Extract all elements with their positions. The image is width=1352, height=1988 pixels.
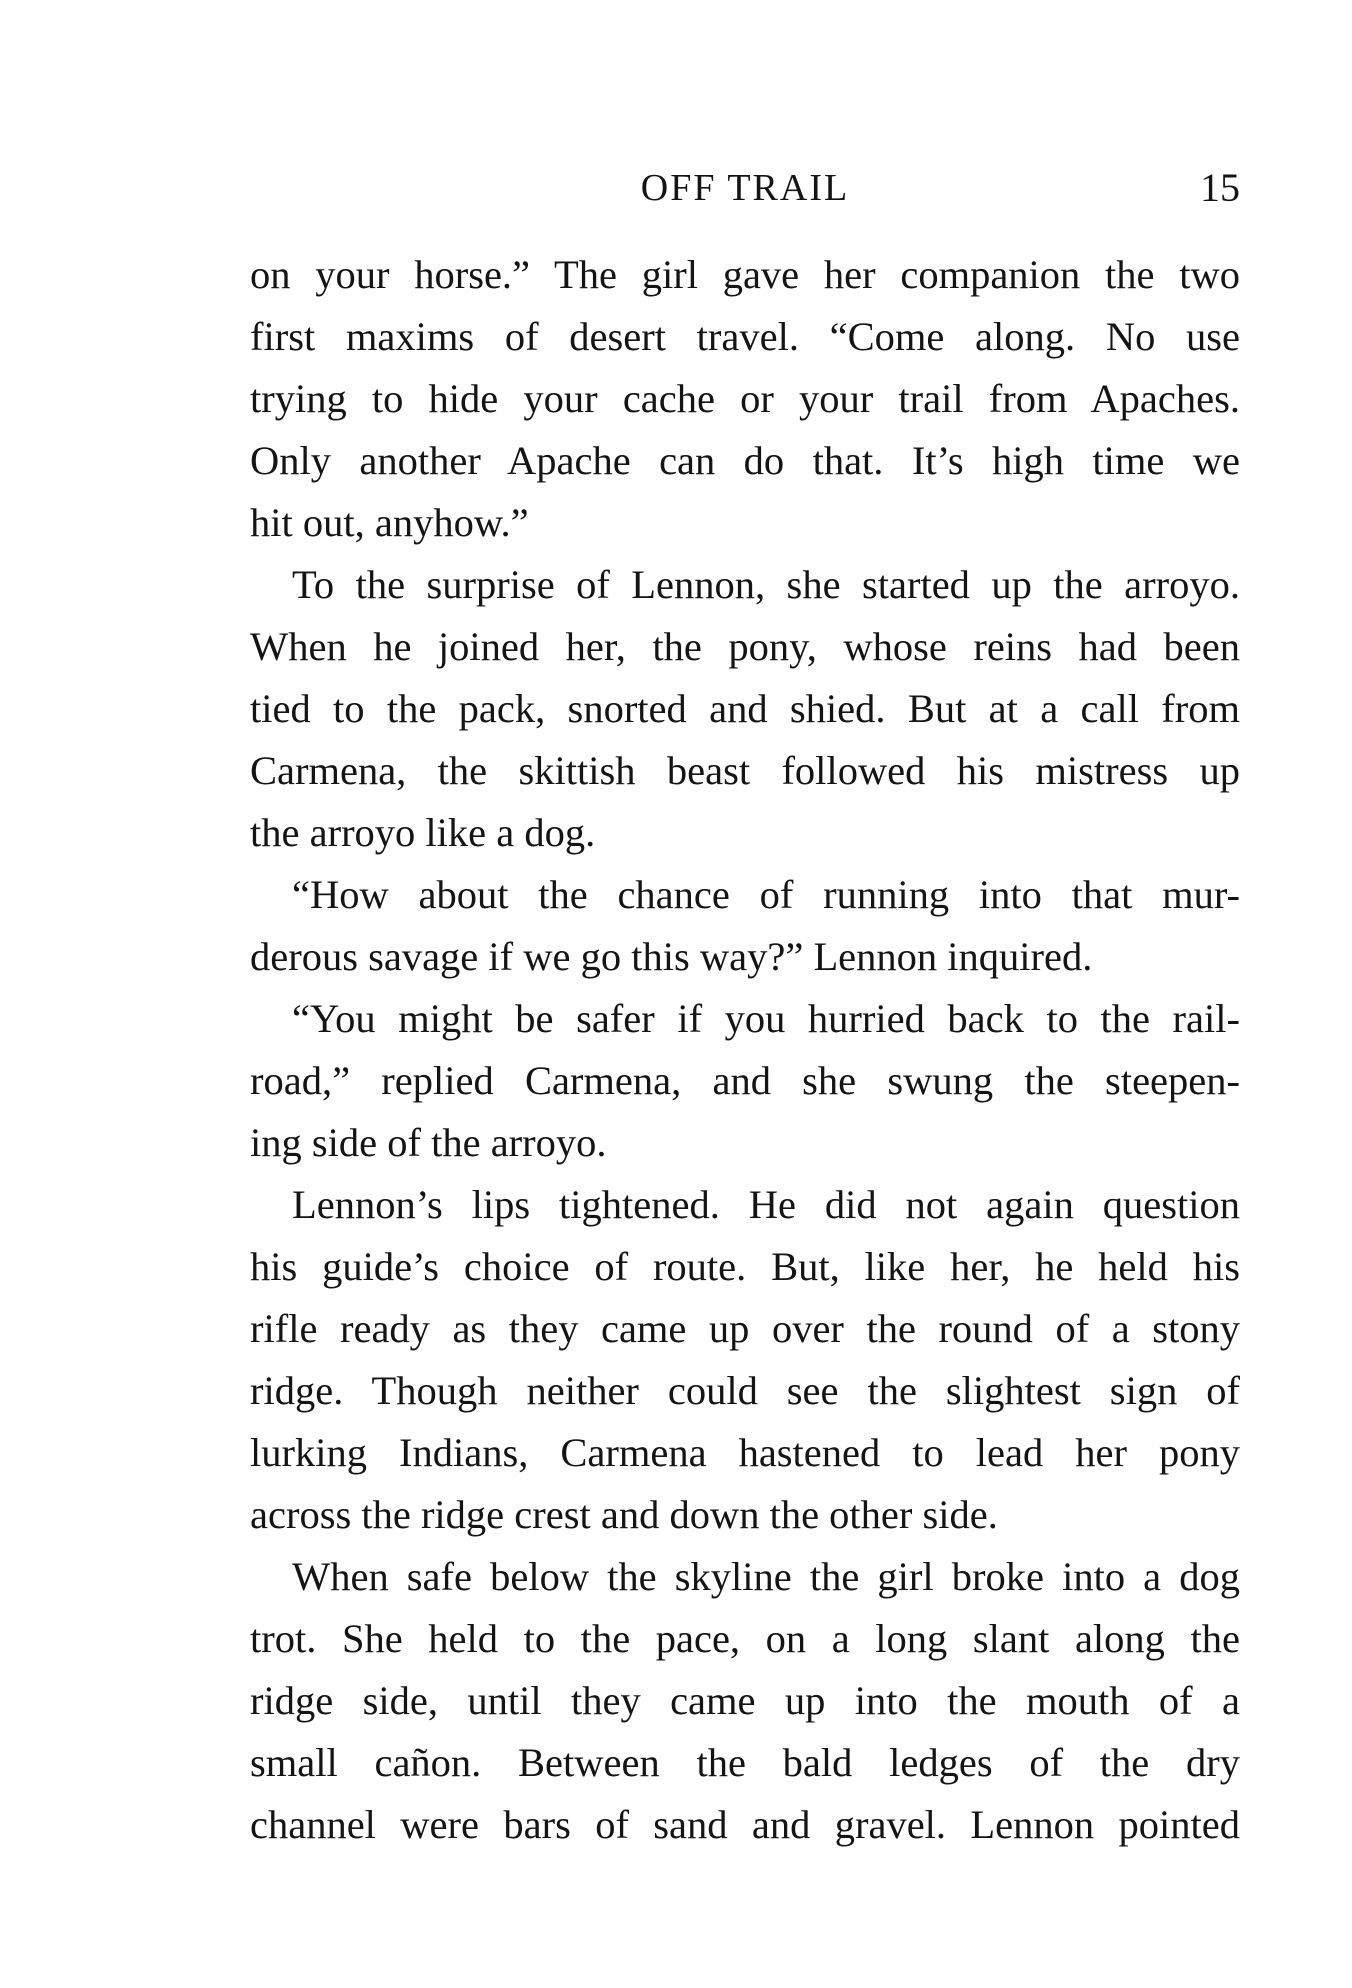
- text-line: Only another Apache can do that. It’s high time we: [250, 438, 1240, 483]
- text-line: hit out, anyhow.”: [250, 500, 529, 545]
- text-line: across the ridge crest and down the other side.: [250, 1492, 998, 1537]
- text-line: trying to hide your cache or your trail from Apaches.: [250, 376, 1240, 421]
- text-line: Lennon’s lips tightened. He did not again question: [292, 1182, 1240, 1227]
- text-line: rifle ready as they came up over the round of a stony: [250, 1306, 1240, 1351]
- text-line: ing side of the arroyo.: [250, 1120, 607, 1165]
- text-line: his guide’s choice of route. But, like her, he held his: [250, 1244, 1240, 1289]
- text-line: channel were bars of sand and gravel. Lennon pointed: [250, 1802, 1240, 1847]
- text-line: small cañon. Between the bald ledges of the dry: [250, 1740, 1240, 1785]
- text-line: tied to the pack, snorted and shied. But at a call from: [250, 686, 1240, 731]
- text-line: trot. She held to the pace, on a long slant along the: [250, 1616, 1240, 1661]
- text-line: Carmena, the skittish beast followed his mistress up: [250, 748, 1240, 793]
- text-line: derous savage if we go this way?” Lennon inquired.: [250, 934, 1093, 979]
- text-line: ridge. Though neither could see the slightest sign of: [250, 1368, 1240, 1413]
- text-line: To the surprise of Lennon, she started up the arroyo.: [292, 562, 1240, 607]
- page-number: 15: [1200, 165, 1240, 210]
- text-line: When safe below the skyline the girl broke into a dog: [292, 1554, 1240, 1599]
- text-line: “You might be safer if you hurried back to the rail-: [292, 996, 1240, 1041]
- body-text: [250, 244, 1240, 1856]
- text-line: first maxims of desert travel. “Come along. No use: [250, 314, 1240, 359]
- text-line: ridge side, until they came up into the mouth of a: [250, 1678, 1240, 1723]
- page-header: [250, 158, 1240, 218]
- text-line: lurking Indians, Carmena hastened to lead her pony: [250, 1430, 1240, 1475]
- text-line: on your horse.” The girl gave her companion the two: [250, 252, 1240, 297]
- text-line: “How about the chance of running into that mur-: [292, 872, 1240, 917]
- text-line: the arroyo like a dog.: [250, 810, 596, 855]
- text-line: road,” replied Carmena, and she swung the steepen-: [250, 1058, 1240, 1103]
- text-line: When he joined her, the pony, whose reins had been: [250, 624, 1240, 669]
- running-title: OFF TRAIL: [640, 167, 850, 209]
